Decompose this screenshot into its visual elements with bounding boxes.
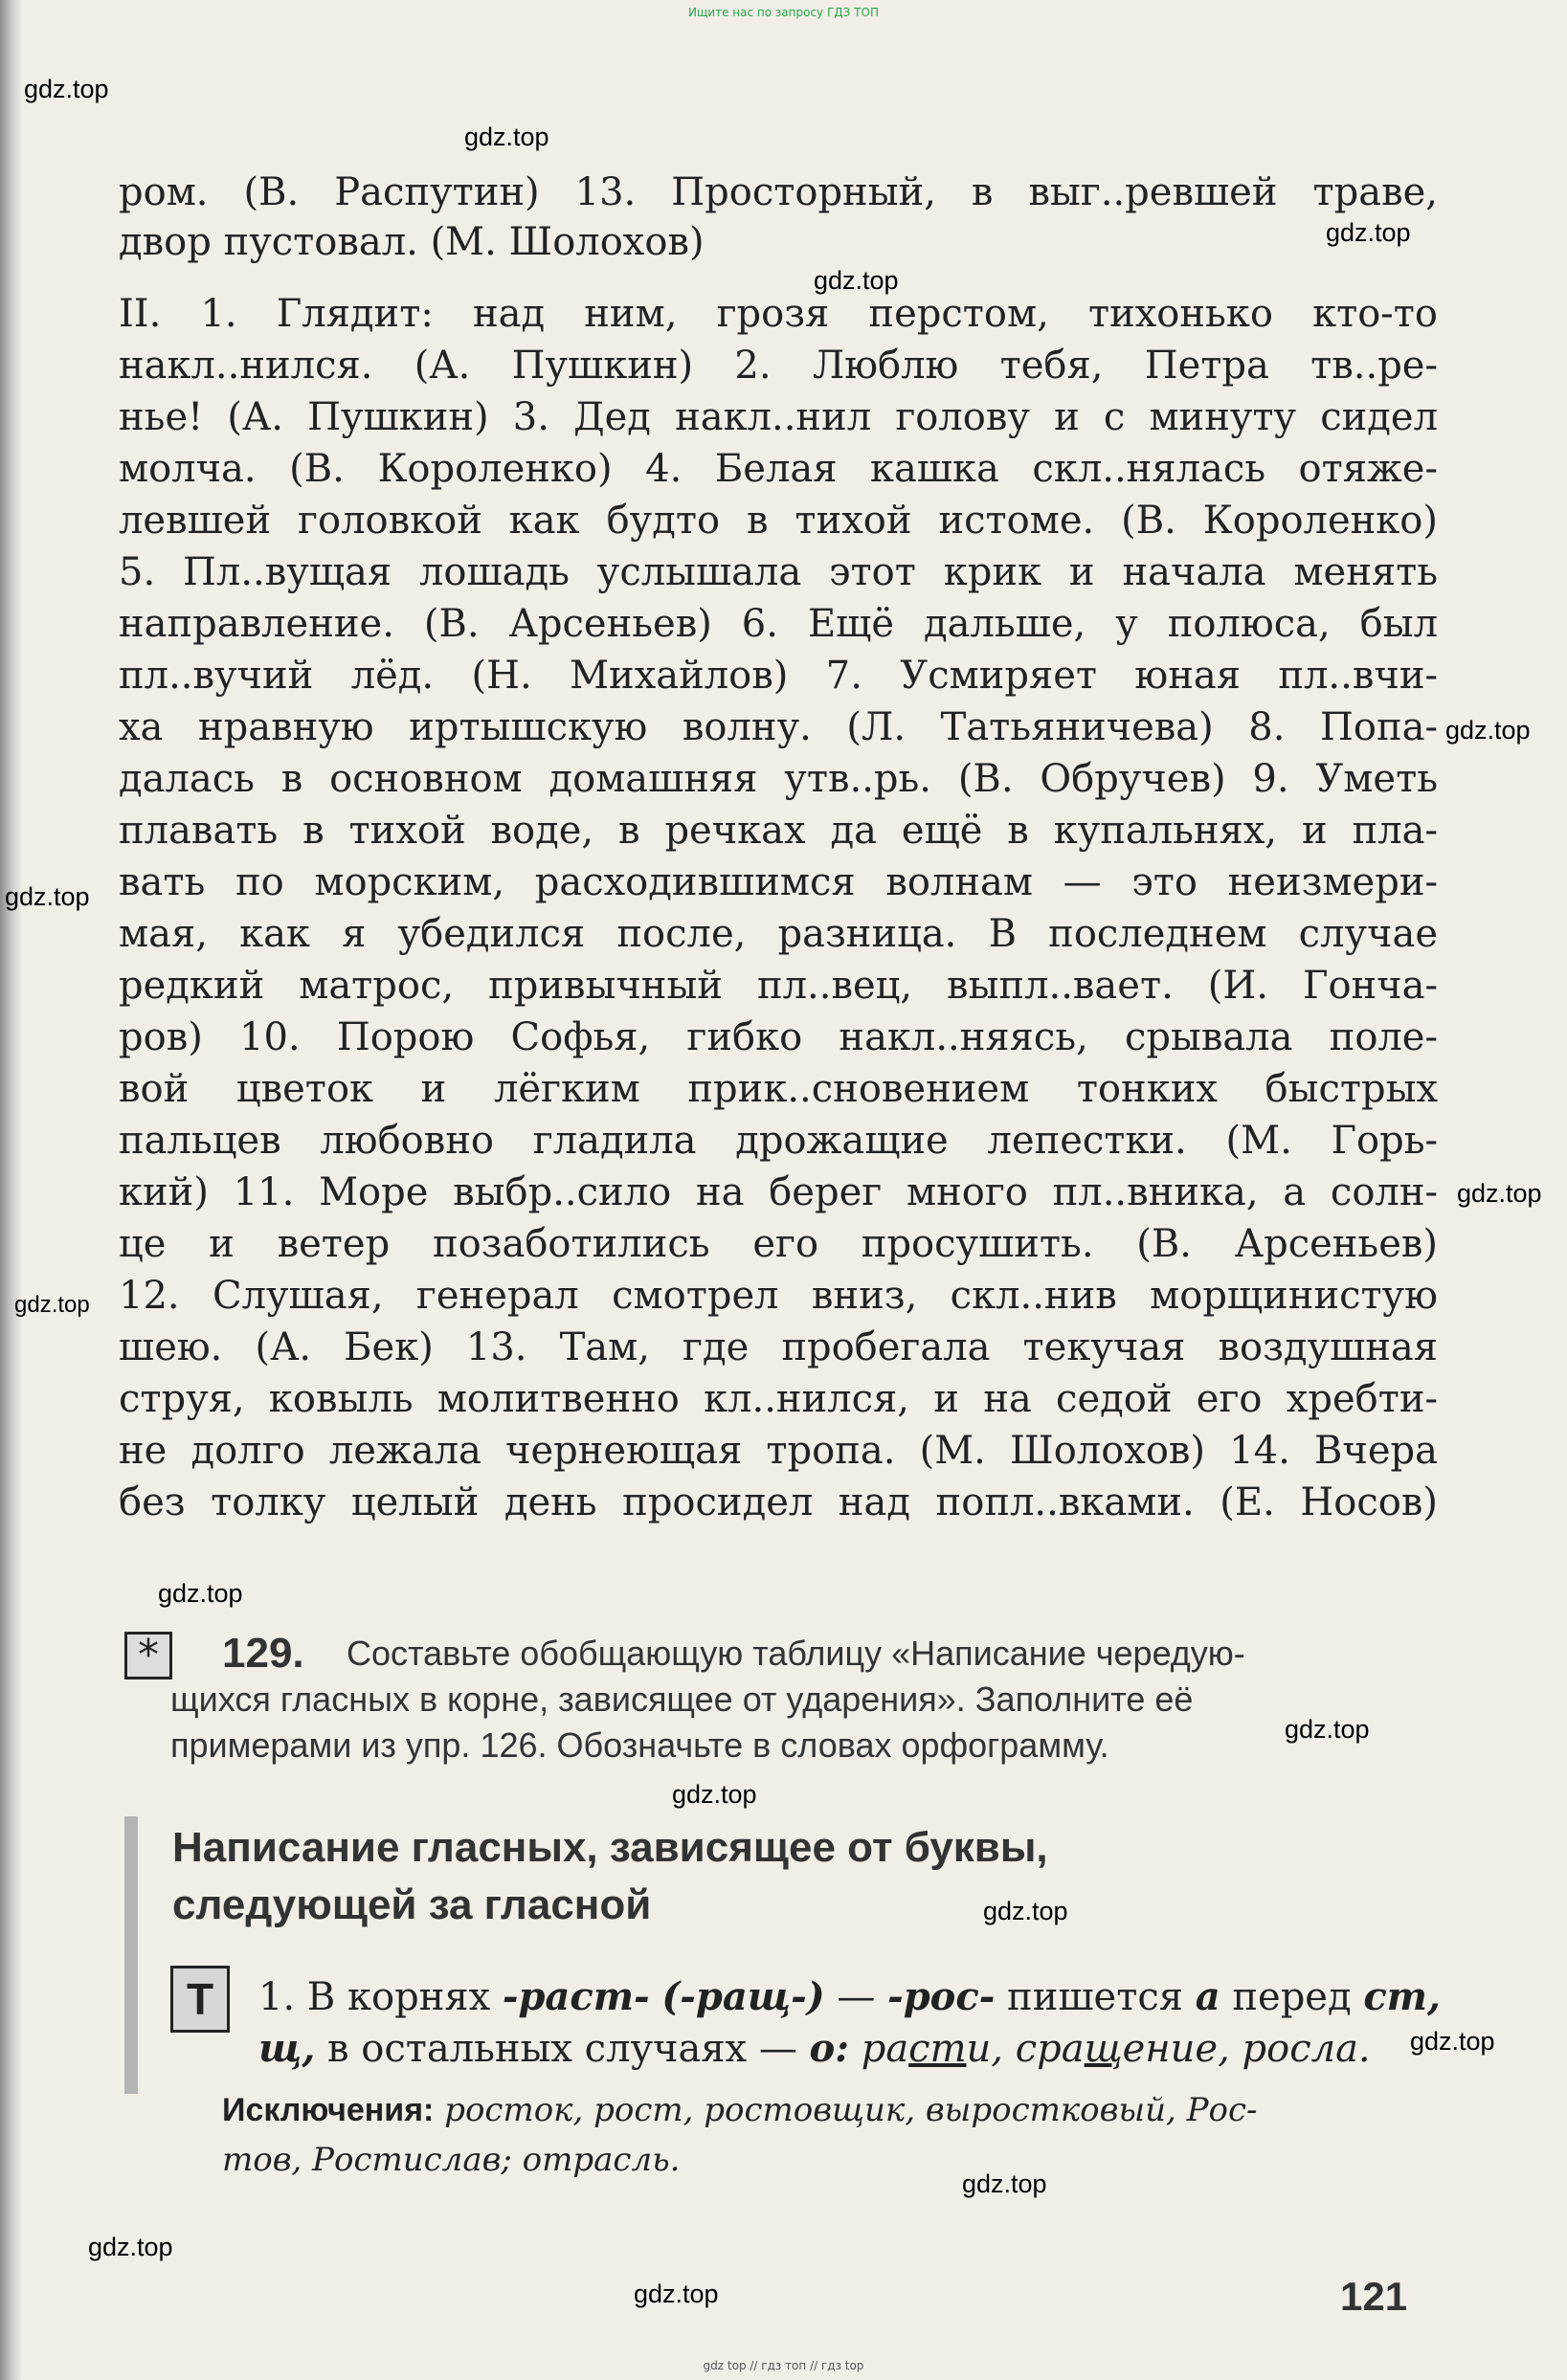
text-line: ром. (В. Распутин) 13. Просторный, в выг..ревшей траве, bbox=[119, 170, 1438, 214]
text-line: це и ветер позаботились его просушить. (В. Арсеньев) bbox=[119, 1222, 1438, 1266]
watermark: gdz.top bbox=[1326, 218, 1411, 247]
page-number: 121 bbox=[1340, 2274, 1408, 2319]
watermark: gdz.top bbox=[1445, 716, 1531, 745]
text-line: нье! (А. Пушкин) 3. Дед накл..нил голову и с минуту сидел bbox=[119, 395, 1438, 439]
text-line: вой цветок и лёгким прик..сновением тонких быстрых bbox=[119, 1067, 1438, 1111]
text-line: далась в основном домашняя утв..рь. (В. Обручев) 9. Уметь bbox=[119, 757, 1438, 801]
text-line: 5. Пл..вущая лошадь услышала этот крик и начала менять bbox=[119, 550, 1438, 594]
bottom-banner: gdz top // гдз топ // гдз top bbox=[703, 2359, 864, 2372]
watermark: gdz.top bbox=[634, 2280, 719, 2308]
watermark: gdz.top bbox=[158, 1579, 243, 1608]
text-line: не долго лежала чернеющая тропа. (М. Шолохов) 14. Вчера bbox=[119, 1429, 1438, 1473]
exercise-text-line: примерами из упр. 126. Обозначьте в словах орфограмму. bbox=[170, 1725, 1109, 1765]
watermark: gdz.top bbox=[24, 75, 109, 103]
rule-point-line: щ, в остальных случаях — о: расти, сращение, росла. bbox=[258, 2026, 1371, 2071]
theory-icon: Т bbox=[170, 1966, 230, 2033]
exercise-text-line: Составьте обобщающую таблицу «Написание чередую- bbox=[347, 1634, 1245, 1673]
text-line: направление. (В. Арсеньев) 6. Ещё дальше, у полюса, был bbox=[119, 602, 1438, 646]
watermark: gdz.top bbox=[464, 122, 549, 151]
text-line: II. 1. Глядит: над ним, грозя перстом, тихонько кто-то bbox=[119, 292, 1438, 336]
text-line: кий) 11. Море выбр..сило на берег много пл..вника, а солн- bbox=[119, 1170, 1438, 1214]
text-line: шею. (А. Бек) 13. Там, где пробегала текучая воздушная bbox=[119, 1325, 1438, 1369]
rule-side-bar bbox=[124, 1816, 138, 2094]
text-line: мая, как я убедился после, разница. В последнем случае bbox=[119, 912, 1438, 956]
exercise-number: 129. bbox=[222, 1630, 304, 1677]
top-banner: Ищите нас по запросу ГДЗ ТОП bbox=[688, 6, 879, 19]
text-line: ха нравную иртышскую волну. (Л. Татьяничева) 8. Попа- bbox=[119, 705, 1438, 749]
text-line: накл..нился. (А. Пушкин) 2. Люблю тебя, Петра тв..ре- bbox=[119, 344, 1438, 388]
text-line: редкий матрос, привычный пл..вец, выпл..вает. (И. Гонча- bbox=[119, 964, 1438, 1008]
text-line: без толку целый день просидел над попл..вками. (Е. Носов) bbox=[119, 1480, 1438, 1524]
text-line: вать по морским, расходившимся волнам — это неизмери- bbox=[119, 860, 1438, 904]
watermark: gdz.top bbox=[672, 1780, 757, 1809]
page-binding-edge bbox=[0, 0, 21, 2380]
exercise-text-line: щихся гласных в корне, зависящее от ударения». Заполните её bbox=[170, 1679, 1194, 1719]
watermark: gdz.top bbox=[1285, 1715, 1370, 1744]
text-line: молча. (В. Короленко) 4. Белая кашка скл..нялась отяже- bbox=[119, 447, 1438, 491]
text-line: плавать в тихой воде, в речках да ещё в купальнях, и пла- bbox=[119, 809, 1438, 853]
text-line: левшей головкой как будто в тихой истоме. (В. Короленко) bbox=[119, 499, 1438, 543]
rule-heading: Написание гласных, зависящее от буквы, bbox=[172, 1824, 1048, 1871]
watermark: gdz.top bbox=[962, 2169, 1047, 2198]
watermark: gdz.top bbox=[1457, 1179, 1542, 1208]
watermark: gdz.top bbox=[5, 882, 90, 911]
exceptions-line: Исключения: росток, рост, ростовщик, выростковый, Рос- bbox=[222, 2091, 1258, 2129]
exceptions-line: тов, Ростислав; отрасль. bbox=[222, 2141, 681, 2179]
watermark: gdz.top bbox=[814, 266, 899, 295]
watermark: gdz.top bbox=[14, 1292, 90, 1318]
text-line: пальцев любовно гладила дрожащие лепестки. (М. Горь- bbox=[119, 1119, 1438, 1163]
watermark: gdz.top bbox=[1410, 2027, 1495, 2056]
text-line: ров) 10. Порою Софья, гибко накл..няясь, срывала поле- bbox=[119, 1015, 1438, 1059]
watermark: gdz.top bbox=[88, 2233, 173, 2261]
text-line: 12. Слушая, генерал смотрел вниз, скл..нив морщинистую bbox=[119, 1274, 1438, 1318]
text-line: двор пустовал. (М. Шолохов) bbox=[119, 220, 705, 264]
rule-point-line: 1. В корнях -раст- (-ращ-) — -рос- пишется а перед ст, bbox=[258, 1974, 1441, 2019]
rule-heading: следующей за гласной bbox=[172, 1881, 652, 1928]
star-icon: * bbox=[124, 1632, 172, 1679]
watermark: gdz.top bbox=[983, 1897, 1068, 1925]
text-line: струя, ковыль молитвенно кл..нился, и на седой его хребти- bbox=[119, 1377, 1438, 1421]
text-line: пл..вучий лёд. (Н. Михайлов) 7. Усмиряет юная пл..вчи- bbox=[119, 654, 1438, 698]
